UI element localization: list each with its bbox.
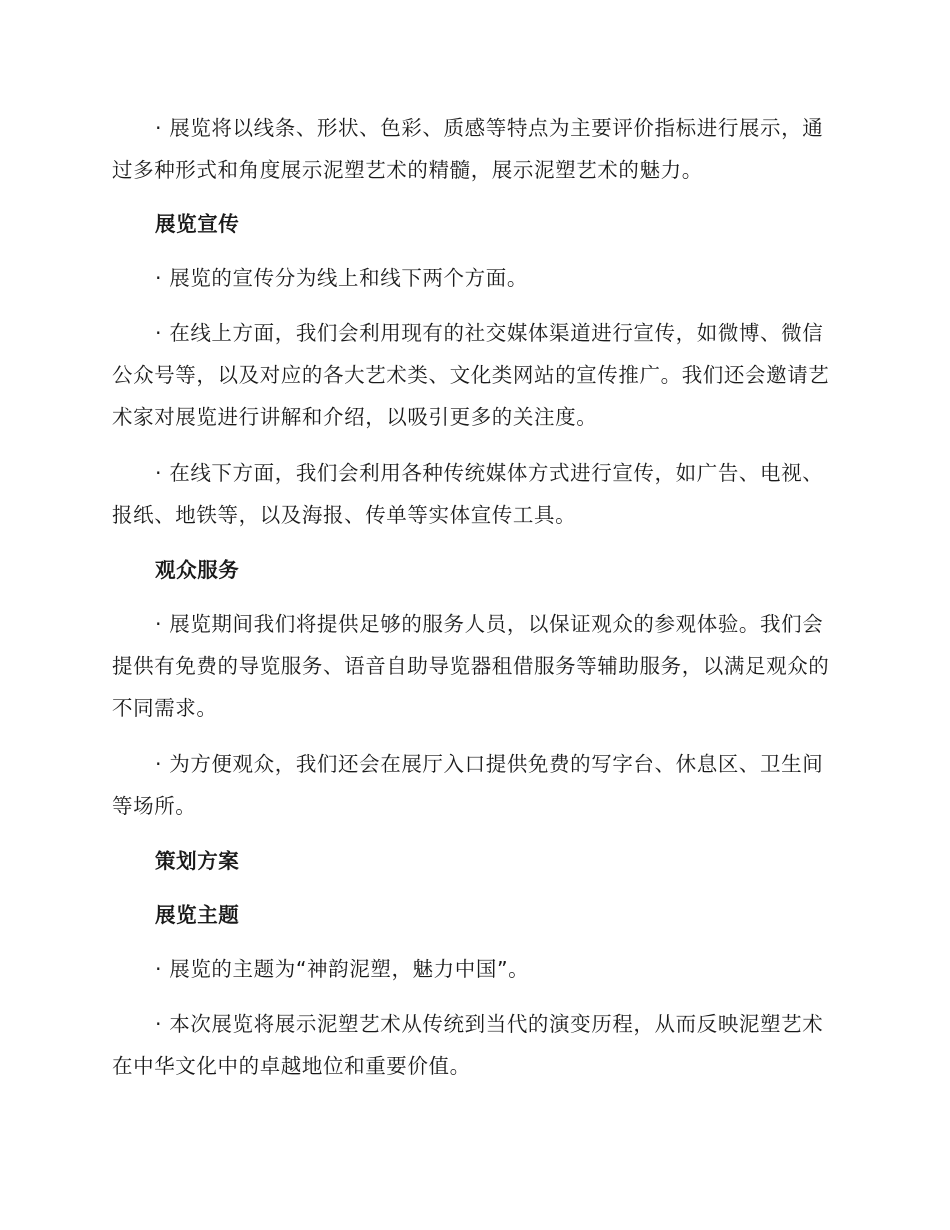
paragraph-theme: · 展览的主题为“神韵泥塑，魅力中国”。: [155, 957, 530, 981]
paragraph-promotion-overview: · 展览的宣传分为线上和线下两个方面。: [155, 266, 528, 290]
heading-planning-scheme: 策划方案: [155, 849, 240, 873]
heading-exhibition-promotion: 展览宣传: [155, 212, 240, 236]
heading-visitor-services: 观众服务: [155, 558, 240, 582]
paragraph-evolution: · 本次展览将展示泥塑艺术从传统到当代的演变历程，从而反映泥塑艺术在中华文化中的卓越地位和重要价值。: [112, 1012, 824, 1078]
paragraph-online-promotion: · 在线上方面，我们会利用现有的社交媒体渠道进行宣传，如微博、微信公众号等，以及对应的各大艺术类、文化类网站的宣传推广。我们还会邀请艺术家对展览进行讲解和介绍，以吸引更多的关注度。: [112, 321, 830, 429]
paragraph-offline-promotion: · 在线下方面，我们会利用各种传统媒体方式进行宣传，如广告、电视、报纸、地铁等，以及海报、传单等实体宣传工具。: [112, 461, 824, 527]
paragraph-exhibition-criteria: · 展览将以线条、形状、色彩、质感等特点为主要评价指标进行展示，通过多种形式和角度展示泥塑艺术的精髓，展示泥塑艺术的魅力。: [112, 116, 824, 182]
heading-exhibition-theme: 展览主题: [155, 903, 240, 927]
paragraph-service-staff: · 展览期间我们将提供足够的服务人员，以保证观众的参观体验。我们会提供有免费的导览服务、语音自助导览器租借服务等辅助服务，以满足观众的不同需求。: [112, 612, 830, 720]
paragraph-facilities: · 为方便观众，我们还会在展厅入口提供免费的写字台、休息区、卫生间等场所。: [112, 752, 824, 818]
